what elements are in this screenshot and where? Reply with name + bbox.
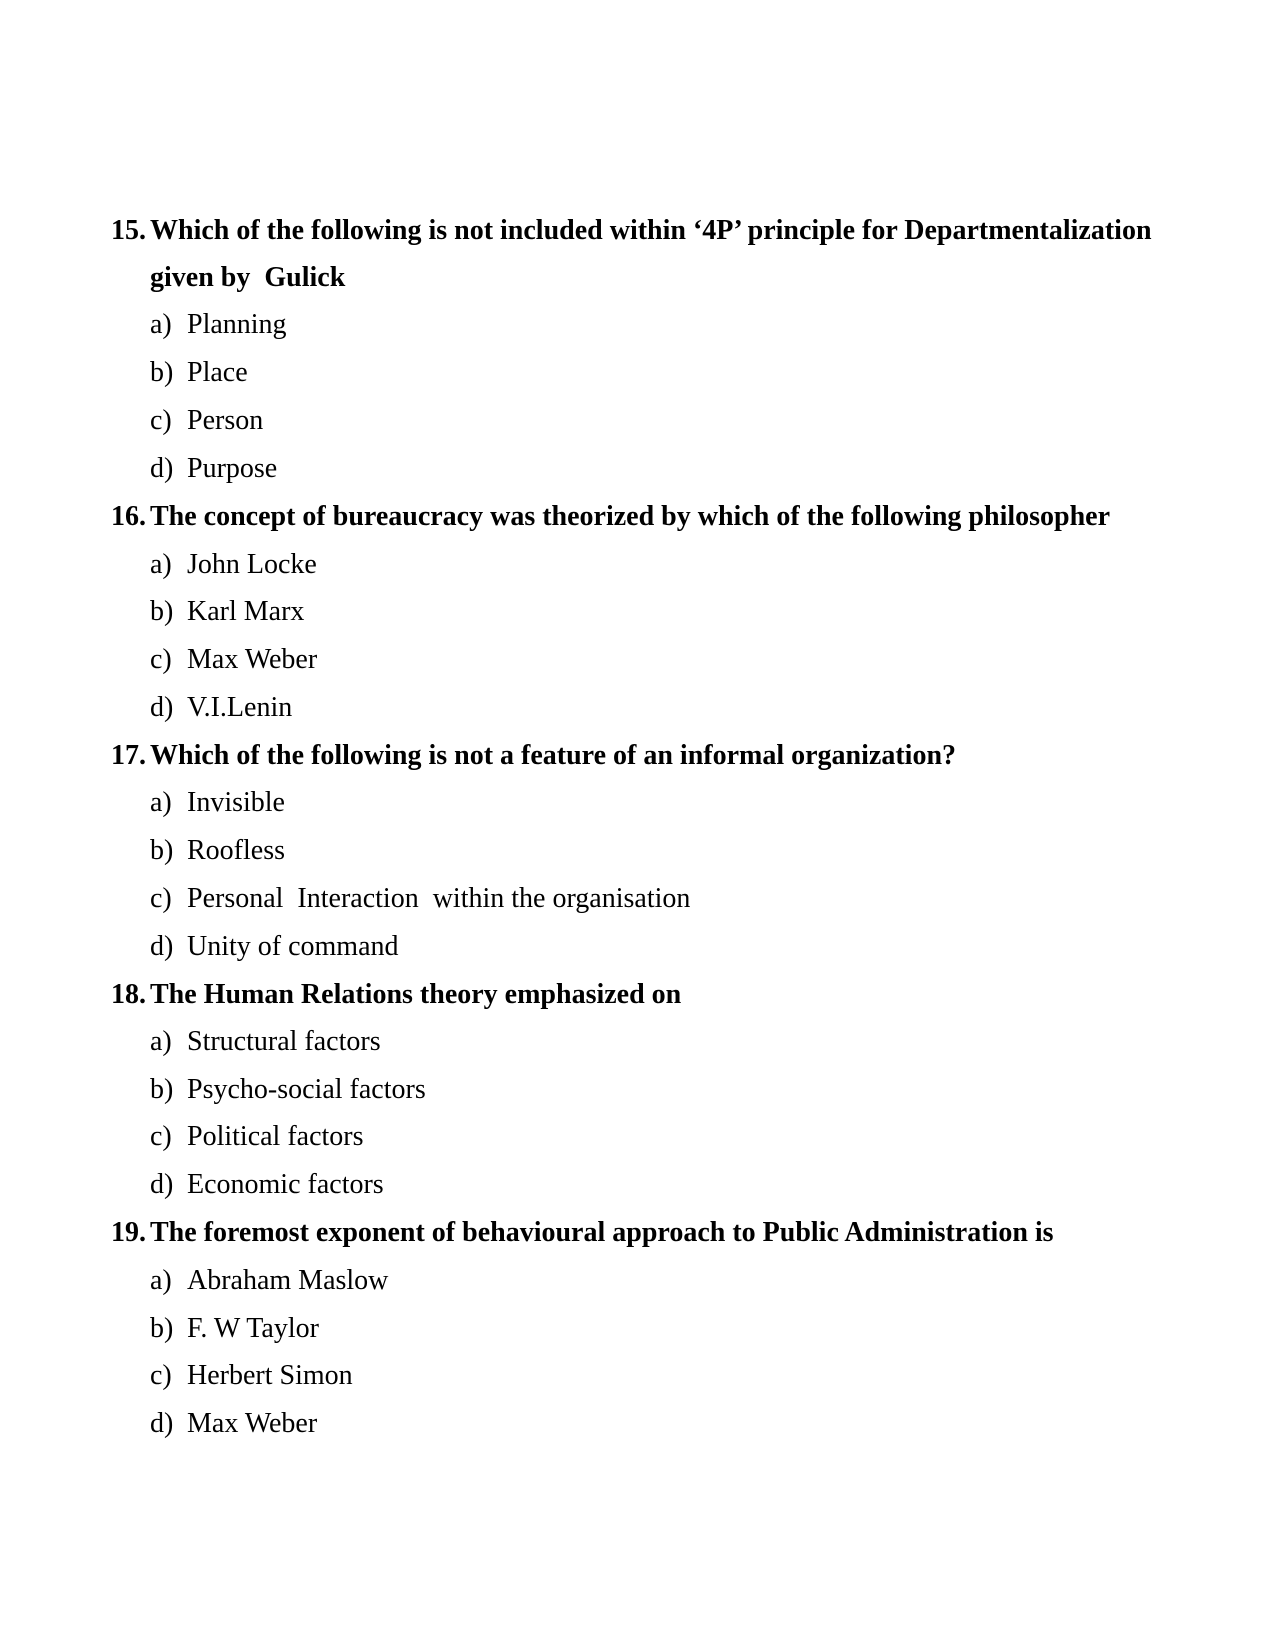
question-number: 16. bbox=[111, 501, 146, 532]
option-letter: a) bbox=[150, 309, 172, 340]
option-15d bbox=[150, 444, 277, 494]
option-letter: a) bbox=[150, 549, 172, 580]
option-text: F. W Taylor bbox=[187, 1313, 319, 1344]
option-18b bbox=[150, 1065, 426, 1115]
option-text: Political factors bbox=[187, 1121, 364, 1152]
option-text: Structural factors bbox=[187, 1026, 381, 1057]
option-text: Planning bbox=[187, 309, 287, 340]
option-letter: d) bbox=[150, 453, 174, 484]
option-text: Personal Interaction within the organisation bbox=[187, 883, 691, 914]
option-letter: b) bbox=[150, 357, 174, 388]
option-text: Karl Marx bbox=[187, 596, 305, 627]
option-19c bbox=[150, 1351, 353, 1401]
option-19b bbox=[150, 1304, 319, 1354]
option-text: Herbert Simon bbox=[187, 1360, 353, 1391]
option-17d bbox=[150, 922, 399, 972]
option-16d bbox=[150, 683, 292, 733]
option-letter: c) bbox=[150, 405, 172, 436]
option-letter: a) bbox=[150, 787, 172, 818]
question-18 bbox=[111, 970, 681, 1020]
option-text: John Locke bbox=[187, 549, 317, 580]
option-17b bbox=[150, 826, 285, 876]
option-text: Unity of command bbox=[187, 931, 399, 962]
option-text: Max Weber bbox=[187, 644, 318, 675]
question-number: 17. bbox=[111, 740, 146, 771]
option-17c bbox=[150, 874, 690, 924]
option-text: Max Weber bbox=[187, 1408, 318, 1439]
question-text: Which of the following is not included within ‘4P’ principle for Departmentalization bbox=[150, 215, 1152, 246]
option-16c bbox=[150, 635, 317, 685]
option-15c bbox=[150, 396, 263, 446]
option-15a bbox=[150, 300, 287, 350]
question-text: The concept of bureaucracy was theorized by which of the following philosopher bbox=[150, 501, 1111, 532]
option-18c bbox=[150, 1112, 364, 1162]
option-17a bbox=[150, 778, 285, 828]
question-17 bbox=[111, 731, 956, 781]
option-letter: c) bbox=[150, 644, 172, 675]
question-15 bbox=[111, 206, 1152, 256]
option-text: V.I.Lenin bbox=[187, 692, 293, 723]
question-number: 19. bbox=[111, 1217, 146, 1248]
option-letter: c) bbox=[150, 1360, 172, 1391]
option-letter: a) bbox=[150, 1265, 172, 1296]
question-19 bbox=[111, 1208, 1054, 1258]
option-16b bbox=[150, 587, 304, 637]
option-letter: d) bbox=[150, 1408, 174, 1439]
question-text: The Human Relations theory emphasized on bbox=[150, 979, 682, 1010]
option-letter: b) bbox=[150, 1313, 174, 1344]
option-18d bbox=[150, 1160, 384, 1210]
option-18a bbox=[150, 1017, 381, 1067]
option-15b bbox=[150, 348, 248, 398]
option-19d bbox=[150, 1399, 317, 1449]
option-letter: d) bbox=[150, 1169, 174, 1200]
option-text: Economic factors bbox=[187, 1169, 384, 1200]
question-number: 15. bbox=[111, 215, 146, 246]
option-19a bbox=[150, 1256, 388, 1306]
question-16 bbox=[111, 492, 1110, 542]
option-letter: d) bbox=[150, 931, 174, 962]
question-15-continued: given by Gulick bbox=[150, 262, 346, 293]
option-text: Psycho-social factors bbox=[187, 1074, 426, 1105]
option-letter: b) bbox=[150, 1074, 174, 1105]
option-text: Person bbox=[187, 405, 264, 436]
option-text: Roofless bbox=[187, 835, 285, 866]
option-text: Abraham Maslow bbox=[187, 1265, 389, 1296]
question-text: Which of the following is not a feature of an informal organization? bbox=[150, 740, 957, 771]
option-text: Place bbox=[187, 357, 248, 388]
option-letter: a) bbox=[150, 1026, 172, 1057]
option-text: Purpose bbox=[187, 453, 278, 484]
option-text: Invisible bbox=[187, 787, 285, 818]
option-letter: c) bbox=[150, 1121, 172, 1152]
option-16a bbox=[150, 540, 317, 590]
option-letter: d) bbox=[150, 692, 174, 723]
question-text: The foremost exponent of behavioural approach to Public Administration is bbox=[150, 1217, 1054, 1248]
option-letter: c) bbox=[150, 883, 172, 914]
question-number: 18. bbox=[111, 979, 146, 1010]
option-letter: b) bbox=[150, 835, 174, 866]
option-letter: b) bbox=[150, 596, 174, 627]
